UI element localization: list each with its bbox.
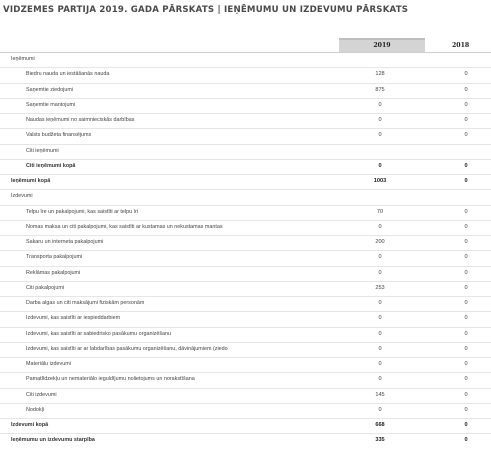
report-title: VIDZEMES PARTIJA 2019. GADA PĀRSKATS | IEŅĒMUMU UN IZDEVUMU PĀRSKATS	[3, 5, 409, 15]
row-label: Ieņēmumi kopā	[11, 178, 51, 184]
row-label: Nodokļi	[26, 406, 44, 413]
row-label: Saņemtie mantojumi	[26, 101, 76, 108]
value-2019: 0	[378, 162, 382, 169]
value-2019: 70	[376, 208, 384, 215]
table-row	[0, 52, 491, 67]
value-2019: 668	[375, 422, 385, 428]
value-2019: 0	[378, 406, 382, 413]
value-2018: 0	[464, 391, 468, 398]
row-label: Reklāmas pakalpojumi	[26, 269, 81, 276]
value-2019: 0	[378, 376, 382, 383]
value-2019: 875	[375, 86, 385, 93]
value-2018: 0	[464, 71, 468, 78]
value-2018: 0	[464, 422, 468, 428]
table-row	[0, 311, 491, 326]
value-2019: 0	[378, 101, 382, 108]
row-label: Izdevumi kopā	[11, 422, 49, 428]
row-label: Materiālu izdevumi	[26, 361, 71, 367]
value-2019: 0	[378, 315, 382, 322]
table-row	[0, 418, 491, 433]
table-row	[0, 342, 491, 357]
value-2019: 0	[378, 254, 382, 261]
value-2019: 0	[378, 223, 382, 230]
value-2019: 200	[375, 239, 385, 245]
row-label: Citi ieņēmumi kopā	[26, 162, 76, 169]
column-header-2019: 2019	[339, 38, 425, 53]
value-2018: 0	[464, 315, 468, 322]
table-row	[0, 128, 491, 143]
value-2019: 0	[378, 117, 382, 123]
value-2018: 0	[464, 254, 468, 261]
row-label: Pamatlīdzekļu un nemateriālo ieguldījumu nolietojums un norakstīšana	[26, 376, 195, 383]
table-row	[0, 113, 491, 128]
row-label: Saņemtie ziedojumi	[26, 86, 74, 93]
row-label: Izdevumi	[11, 193, 33, 200]
table-row	[0, 174, 491, 189]
table-row	[0, 327, 491, 342]
income-expense-table	[0, 52, 491, 449]
table-row	[0, 433, 491, 448]
value-2019: 128	[375, 71, 385, 78]
row-label: Izdevumi, kas saistīti ar iespieddarbiem	[26, 315, 121, 322]
table-row	[0, 159, 491, 174]
row-label: Nomas maksa un citi pakalpojumi, kas saistīti ar kustamas un nekustamas mantas	[26, 223, 223, 230]
table-row	[0, 67, 491, 82]
value-2019: 0	[378, 345, 382, 352]
value-2018: 0	[464, 223, 468, 230]
value-2018: 0	[464, 284, 468, 291]
value-2018: 0	[464, 330, 468, 337]
value-2018: 0	[464, 300, 468, 306]
row-label: Izdevumi, kas saistīti ar sabiedrisko pasākumu organizēšanu	[26, 330, 172, 337]
value-2018: 0	[464, 361, 468, 367]
table-row	[0, 250, 491, 265]
value-2018: 0	[464, 178, 468, 184]
value-2019: 1003	[373, 178, 387, 184]
table-row	[0, 83, 491, 98]
value-2019: 145	[375, 391, 385, 398]
value-2019: 0	[378, 300, 382, 306]
value-2018: 0	[464, 162, 468, 169]
value-2019: 0	[378, 361, 382, 367]
value-2019: 253	[375, 284, 385, 291]
value-2018: 0	[464, 101, 468, 108]
value-2019: 0	[378, 132, 382, 139]
value-2018: 0	[464, 208, 468, 215]
value-2019: 0	[378, 269, 382, 276]
column-header-2018: 2018	[452, 42, 470, 49]
table-row	[0, 144, 491, 159]
value-2018: 0	[464, 437, 468, 444]
table-row	[0, 296, 491, 311]
table-row	[0, 357, 491, 372]
table-row	[0, 403, 491, 418]
value-2019: 335	[375, 437, 385, 444]
value-2018: 0	[464, 345, 468, 352]
row-label: Biedru nauda un iestāšanās nauda	[26, 71, 110, 78]
table-row	[0, 98, 491, 113]
table-row	[0, 372, 491, 387]
row-label: Naudas ieņēmumi no saimnieciskās darbības	[26, 117, 135, 123]
row-label: Darba algas un citi maksājumi fiziskām personām	[26, 300, 145, 306]
table-row	[0, 388, 491, 403]
row-label: Telpu īre un pakalpojumi, kas saistīti ar telpu īri	[26, 208, 139, 215]
row-label: Valsts budžeta finansējums	[26, 132, 92, 139]
value-2019: 0	[378, 330, 382, 337]
row-label: Sakaru un interneta pakalpojumi	[26, 239, 104, 245]
row-label: Transporta pakalpojumi	[26, 254, 83, 261]
row-label: Citi pakalpojumi	[26, 284, 65, 291]
table-row	[0, 266, 491, 281]
table-row	[0, 205, 491, 220]
row-label: Izdevumi, kas saistīti ar ar labdarības pasākumu organizēšanu, dāvinājumiem (ziedo	[26, 345, 228, 352]
row-label: Ieņēmumi	[11, 56, 35, 62]
table-row	[0, 220, 491, 235]
table-row	[0, 189, 491, 204]
value-2018: 0	[464, 86, 468, 93]
table-row	[0, 235, 491, 250]
value-2018: 0	[464, 117, 468, 123]
value-2018: 0	[464, 239, 468, 245]
row-label: Citi ieņēmumi	[26, 147, 59, 154]
value-2018: 0	[464, 406, 468, 413]
value-2018: 0	[464, 376, 468, 383]
value-2018: 0	[464, 269, 468, 276]
row-label: Ieņēmumu un izdevumu starpība	[11, 437, 95, 444]
table-row	[0, 281, 491, 296]
row-label: Citi izdevumi	[26, 391, 57, 398]
value-2018: 0	[464, 132, 468, 139]
